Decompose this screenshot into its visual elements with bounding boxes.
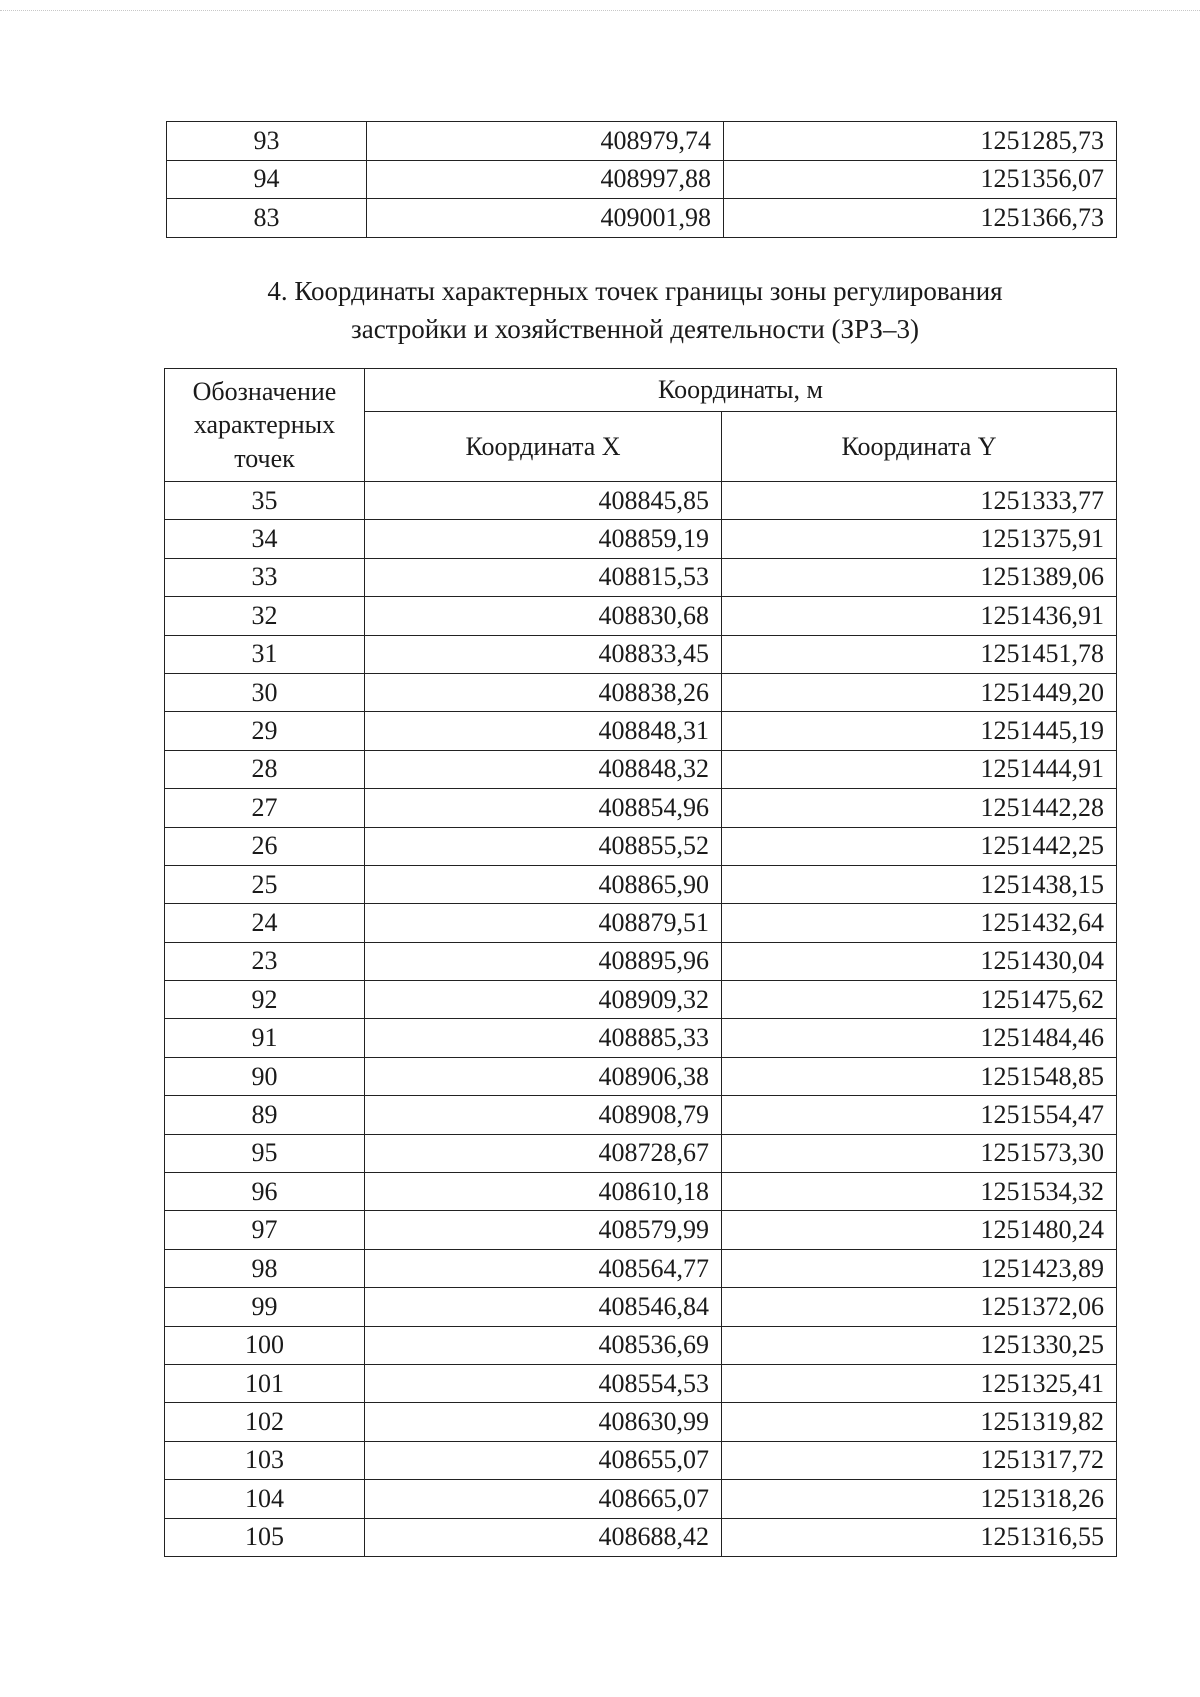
coordinate-x-cell: 408997,88	[367, 160, 724, 199]
coordinate-x-cell: 408855,52	[365, 827, 722, 865]
coordinate-y-cell: 1251325,41	[722, 1364, 1117, 1402]
coordinate-x-cell: 408885,33	[365, 1019, 722, 1057]
table-row	[165, 827, 1117, 865]
coordinate-y-cell: 1251366,73	[724, 199, 1117, 238]
coordinate-y-cell: 1251330,25	[722, 1326, 1117, 1364]
table-row	[165, 673, 1117, 711]
coordinate-y-cell: 1251484,46	[722, 1019, 1117, 1057]
coordinate-y-cell: 1251475,62	[722, 981, 1117, 1019]
table-row	[165, 1249, 1117, 1287]
table-row	[165, 1480, 1117, 1518]
section-heading	[150, 272, 1120, 349]
table-row	[165, 981, 1117, 1019]
point-number-cell: 31	[165, 635, 365, 673]
point-number-cell: 91	[165, 1019, 365, 1057]
coordinate-x-cell: 408906,38	[365, 1057, 722, 1095]
coordinate-x-cell: 408979,74	[367, 122, 724, 161]
coordinate-y-cell: 1251442,28	[722, 789, 1117, 827]
coordinate-x-cell: 408728,67	[365, 1134, 722, 1172]
designation-header: Обозначение характерных точек	[165, 369, 365, 482]
coordinate-x-cell: 408908,79	[365, 1096, 722, 1134]
coordinate-y-cell: 1251573,30	[722, 1134, 1117, 1172]
coordinate-x-cell: 408879,51	[365, 904, 722, 942]
coordinate-x-cell: 408536,69	[365, 1326, 722, 1364]
coordinate-y-cell: 1251449,20	[722, 673, 1117, 711]
table-row	[165, 1173, 1117, 1211]
table-row	[165, 1326, 1117, 1364]
coordinate-y-cell: 1251423,89	[722, 1249, 1117, 1287]
coordinate-x-cell: 408838,26	[365, 673, 722, 711]
table-row	[165, 789, 1117, 827]
point-number-cell: 89	[165, 1096, 365, 1134]
coordinate-y-cell: 1251480,24	[722, 1211, 1117, 1249]
coordinate-x-cell: 408665,07	[365, 1480, 722, 1518]
table-row	[165, 1518, 1117, 1556]
point-number-cell: 94	[167, 160, 367, 199]
point-number-cell: 33	[165, 558, 365, 596]
coordinate-y-cell: 1251389,06	[722, 558, 1117, 596]
point-number-cell: 103	[165, 1441, 365, 1479]
coordinate-x-cell: 409001,98	[367, 199, 724, 238]
point-number-cell: 105	[165, 1518, 365, 1556]
coordinate-x-cell: 408564,77	[365, 1249, 722, 1287]
coordinate-y-header: Координата Y	[722, 412, 1117, 482]
coordinate-y-cell: 1251436,91	[722, 597, 1117, 635]
coordinate-y-cell: 1251430,04	[722, 942, 1117, 980]
point-number-cell: 34	[165, 520, 365, 558]
coordinate-y-cell: 1251438,15	[722, 865, 1117, 903]
coordinate-x-cell: 408848,32	[365, 750, 722, 788]
point-number-cell: 26	[165, 827, 365, 865]
table-row	[165, 750, 1117, 788]
table-row	[165, 558, 1117, 596]
coordinates-header: Координаты, м	[365, 369, 1117, 412]
point-number-cell: 92	[165, 981, 365, 1019]
table-body	[165, 482, 1117, 1557]
coordinate-x-cell: 408909,32	[365, 981, 722, 1019]
coordinate-x-cell: 408546,84	[365, 1288, 722, 1326]
coordinate-y-cell: 1251554,47	[722, 1096, 1117, 1134]
table-row	[165, 1134, 1117, 1172]
coordinate-x-cell: 408833,45	[365, 635, 722, 673]
coordinate-y-cell: 1251451,78	[722, 635, 1117, 673]
table-row	[165, 1441, 1117, 1479]
point-number-cell: 23	[165, 942, 365, 980]
coordinate-y-cell: 1251548,85	[722, 1057, 1117, 1095]
table-row	[165, 1288, 1117, 1326]
coordinate-x-cell: 408815,53	[365, 558, 722, 596]
coordinate-y-cell: 1251375,91	[722, 520, 1117, 558]
coordinate-y-cell: 1251356,07	[724, 160, 1117, 199]
point-number-cell: 104	[165, 1480, 365, 1518]
coordinate-y-cell: 1251372,06	[722, 1288, 1117, 1326]
point-number-cell: 95	[165, 1134, 365, 1172]
point-number-cell: 96	[165, 1173, 365, 1211]
continued-table-body	[167, 122, 1117, 238]
coordinate-y-cell: 1251445,19	[722, 712, 1117, 750]
coordinate-x-cell: 408859,19	[365, 520, 722, 558]
coordinate-y-cell: 1251317,72	[722, 1441, 1117, 1479]
section-heading-line-1: 4. Координаты характерных точек границы зоны регулирования	[267, 276, 1003, 306]
point-number-cell: 99	[165, 1288, 365, 1326]
table-row	[165, 1211, 1117, 1249]
point-number-cell: 24	[165, 904, 365, 942]
coordinate-x-cell: 408865,90	[365, 865, 722, 903]
point-number-cell: 93	[167, 122, 367, 161]
coordinate-y-cell: 1251333,77	[722, 482, 1117, 520]
coordinate-x-cell: 408610,18	[365, 1173, 722, 1211]
coordinate-x-cell: 408848,31	[365, 712, 722, 750]
coordinate-y-cell: 1251534,32	[722, 1173, 1117, 1211]
section-heading-line-2: застройки и хозяйственной деятельности (ЗРЗ–3)	[351, 314, 919, 345]
point-number-cell: 90	[165, 1057, 365, 1095]
coordinate-y-cell: 1251432,64	[722, 904, 1117, 942]
coordinate-x-cell: 408655,07	[365, 1441, 722, 1479]
coordinate-x-cell: 408845,85	[365, 482, 722, 520]
coordinate-y-cell: 1251285,73	[724, 122, 1117, 161]
coordinate-y-cell: 1251319,82	[722, 1403, 1117, 1441]
table-row	[165, 1403, 1117, 1441]
coordinate-x-cell: 408830,68	[365, 597, 722, 635]
coordinate-x-cell: 408895,96	[365, 942, 722, 980]
scan-edge-line	[0, 10, 1200, 11]
point-number-cell: 97	[165, 1211, 365, 1249]
coordinate-x-cell: 408688,42	[365, 1518, 722, 1556]
coordinate-y-cell: 1251444,91	[722, 750, 1117, 788]
table-row	[167, 160, 1117, 199]
table-row	[167, 199, 1117, 238]
coordinate-y-cell: 1251316,55	[722, 1518, 1117, 1556]
table-row	[165, 482, 1117, 520]
point-number-cell: 25	[165, 865, 365, 903]
point-number-cell: 100	[165, 1326, 365, 1364]
coordinate-y-cell: 1251442,25	[722, 827, 1117, 865]
table-row	[165, 1096, 1117, 1134]
point-number-cell: 102	[165, 1403, 365, 1441]
point-number-cell: 83	[167, 199, 367, 238]
point-number-cell: 30	[165, 673, 365, 711]
coordinate-x-cell: 408854,96	[365, 789, 722, 827]
table-header	[165, 369, 1117, 482]
point-number-cell: 32	[165, 597, 365, 635]
point-number-cell: 98	[165, 1249, 365, 1287]
table-row	[165, 904, 1117, 942]
table-row	[165, 865, 1117, 903]
table-row	[165, 942, 1117, 980]
table-row	[165, 597, 1117, 635]
table-row	[165, 712, 1117, 750]
table-row	[165, 1364, 1117, 1402]
continued-coordinates-table	[166, 121, 1117, 238]
point-number-cell: 28	[165, 750, 365, 788]
zrz3-coordinates-table	[164, 368, 1117, 1557]
coordinate-x-cell: 408554,53	[365, 1364, 722, 1402]
table-row	[165, 520, 1117, 558]
point-number-cell: 101	[165, 1364, 365, 1402]
coordinate-y-cell: 1251318,26	[722, 1480, 1117, 1518]
table-row	[165, 1057, 1117, 1095]
coordinate-x-cell: 408579,99	[365, 1211, 722, 1249]
table-row	[165, 1019, 1117, 1057]
coordinate-x-header: Координата X	[365, 412, 722, 482]
coordinate-x-cell: 408630,99	[365, 1403, 722, 1441]
point-number-cell: 35	[165, 482, 365, 520]
point-number-cell: 29	[165, 712, 365, 750]
table-row	[167, 122, 1117, 161]
table-row	[165, 635, 1117, 673]
point-number-cell: 27	[165, 789, 365, 827]
